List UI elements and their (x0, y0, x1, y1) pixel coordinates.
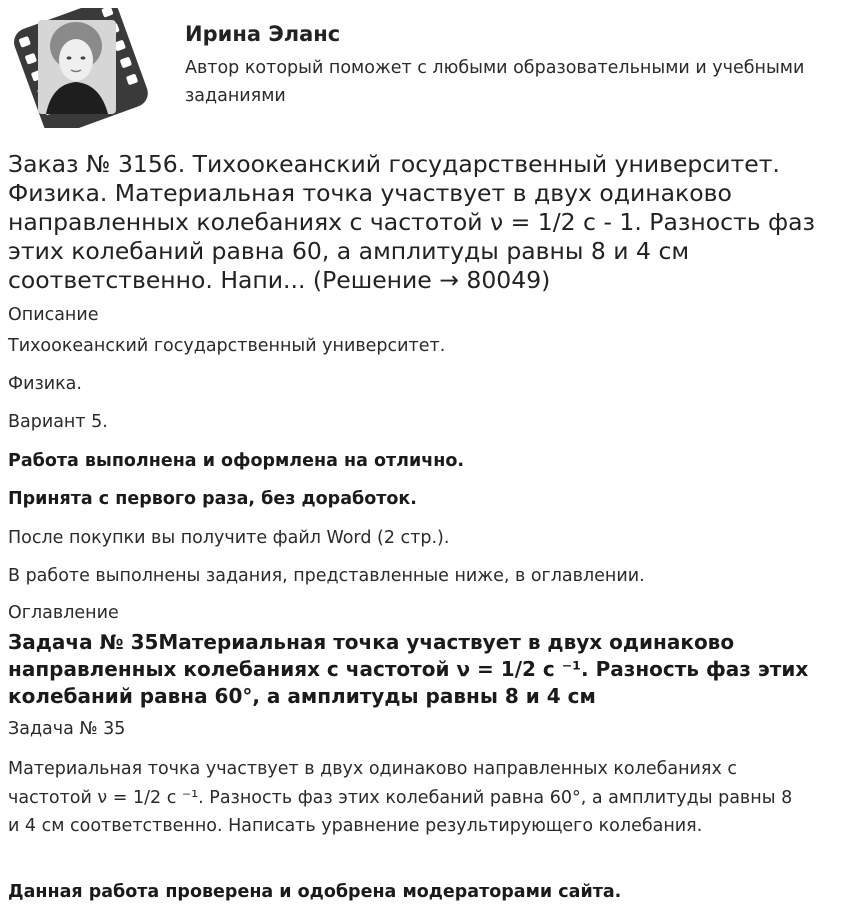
task-text: Материальная точка участвует в двух одинаково направленных колебаниях с частотой ν = 1/2 с ⁻¹. Разность фаз этих колебаний равна 60°, а амплитуды равны 8 и 4 см соответственно. Написать уравнение результирующего колебания. (8, 759, 793, 836)
author-photo (38, 20, 116, 114)
description-line: После покупки вы получите файл Word (2 стр.). (8, 528, 450, 548)
task-heading: Задача № 35Материальная точка участвует в двух одинаково направленных колебаниях с частотой ν = 1/2 с ⁻¹. Разность фаз этих колебаний равна 60°, а амплитуды равны 8 и 4 см (8, 630, 809, 708)
description-label: Описание (8, 305, 99, 325)
page-title: Заказ № 3156. Тихоокеанский государственный университет. Физика. Материальная точка участвует в двух одинаково направленных колебаниях с частотой ν = 1/2 с - 1. Разность фаз этих колебаний равна 60, а амплитуды равны 8 и 4 см соответственно. Напи... (Решение → 80049) (8, 150, 816, 294)
author-avatar (8, 8, 153, 128)
description-line: Вариант 5. (8, 412, 108, 432)
contents-label: Оглавление (8, 603, 119, 623)
description-line: Работа выполнена и оформлена на отлично. (8, 451, 464, 471)
task-label: Задача № 35 (8, 719, 126, 739)
description-line: В работе выполнены задания, представленные ниже, в оглавлении. (8, 566, 645, 586)
author-card (8, 8, 838, 128)
author-description: Автор который поможет с любыми образовательными и учебными заданиями (185, 58, 805, 106)
author-name[interactable]: Ирина Эланс (185, 22, 341, 46)
description-line: Тихоокеанский государственный университет. (8, 336, 446, 356)
description-line: Физика. (8, 374, 82, 394)
moderation-note: Данная работа проверена и одобрена модераторами сайта. (8, 882, 622, 902)
description-line: Принята с первого раза, без доработок. (8, 489, 417, 509)
